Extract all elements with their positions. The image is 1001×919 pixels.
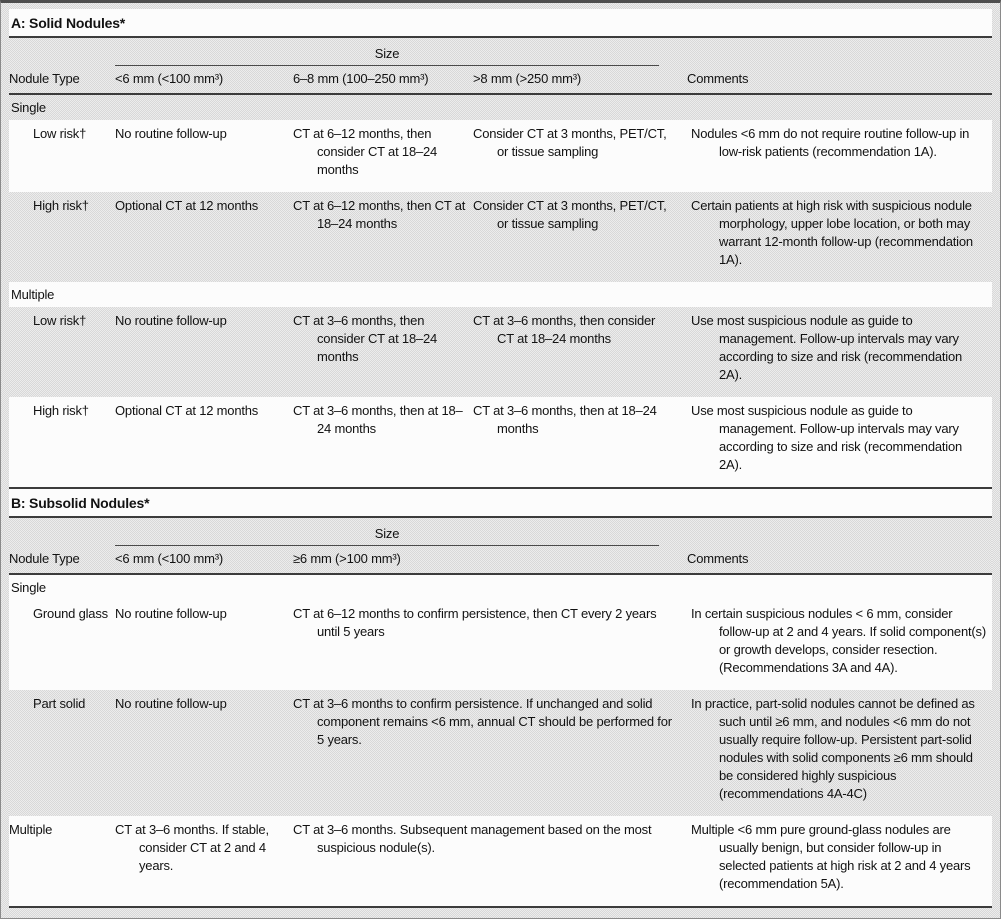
- cell-size-0: No routine follow-up: [115, 126, 227, 141]
- row-label: Multiple: [9, 822, 53, 837]
- size-row-spacer: [9, 525, 115, 546]
- table-header-a-solid-nodules: [9, 38, 992, 95]
- row-label: High risk†: [33, 403, 89, 418]
- column-header-row: [9, 66, 992, 95]
- cell-size-1: CT at 3–6 months to confirm persistence. If unchanged and solid component remains <6 mm, annual CT should be performed for 5 years.: [293, 696, 672, 747]
- cell-comments: In certain suspicious nodules < 6 mm, consider follow-up at 2 and 4 years. If solid component(s) or growth develops, consider resection. (Recommendations 3A and 4A).: [691, 606, 986, 675]
- column-header-size-0: <6 mm (<100 mm³): [115, 71, 224, 86]
- cell-size-1: CT at 6–12 months, then CT at 18–24 months: [293, 198, 466, 231]
- column-header-size-0: <6 mm (<100 mm³): [115, 551, 224, 566]
- size-header-label: Size: [115, 525, 659, 546]
- cell-comments: Certain patients at high risk with suspicious nodule morphology, upper lobe location, or both may warrant 12-month follow-up (recommendation 1A).: [691, 198, 973, 267]
- section-b-subsolid-nodules: [9, 487, 992, 906]
- group-label-single: Single: [9, 95, 992, 120]
- row-single-part-solid: [9, 690, 992, 816]
- table-header-b-subsolid-nodules: [9, 518, 992, 575]
- size-header-row: [9, 518, 992, 546]
- size-header-label: Size: [115, 45, 659, 66]
- cell-size-1: CT at 6–12 months to confirm persistence, then CT every 2 years until 5 years: [293, 606, 657, 639]
- column-header-size-1: ≥6 mm (>100 mm³): [293, 551, 401, 566]
- cell-size-2: CT at 3–6 months, then at 18–24 months: [473, 403, 657, 436]
- column-header-row: [9, 546, 992, 575]
- row-multiple: [9, 816, 992, 906]
- cell-size-2: CT at 3–6 months, then consider CT at 18–24 months: [473, 313, 656, 346]
- cell-size-1: CT at 3–6 months. Subsequent management based on the most suspicious nodule(s).: [293, 822, 652, 855]
- cell-size-0: Optional CT at 12 months: [115, 198, 259, 213]
- row-label: Ground glass: [33, 606, 108, 621]
- column-header-comments: Comments: [687, 551, 749, 566]
- cell-size-1: CT at 6–12 months, then consider CT at 18–24 months: [293, 126, 438, 177]
- cell-size-0: CT at 3–6 months. If stable, consider CT at 2 and 4 years.: [115, 822, 269, 873]
- cell-size-0: No routine follow-up: [115, 696, 227, 711]
- cell-comments: Multiple <6 mm pure ground-glass nodules are usually benign, but consider follow-up in selected patients at high risk at 2 and 4 years (recommendation 5A).: [691, 822, 971, 891]
- cell-size-2: Consider CT at 3 months, PET/CT, or tissue sampling: [473, 198, 667, 231]
- size-row-spacer: [9, 45, 115, 66]
- row-single-ground-glass: [9, 600, 992, 690]
- cell-size-2: Consider CT at 3 months, PET/CT, or tissue sampling: [473, 126, 667, 159]
- row-label: Low risk†: [33, 313, 87, 328]
- section-title-b-subsolid-nodules: B: Subsolid Nodules*: [9, 487, 992, 518]
- row-multiple-high-risk: [9, 397, 992, 487]
- cell-size-0: Optional CT at 12 months: [115, 403, 259, 418]
- cell-comments: Nodules <6 mm do not require routine follow-up in low-risk patients (recommendation 1A).: [691, 126, 970, 159]
- table-bottom-rule: [9, 906, 992, 919]
- cell-size-1: CT at 3–6 months, then at 18–24 months: [293, 403, 463, 436]
- cell-comments: Use most suspicious nodule as guide to management. Follow-up intervals may vary according to size and risk (recommendation 2A).: [691, 313, 963, 382]
- section-a-solid-nodules: [9, 9, 992, 487]
- column-header-nodule-type: Nodule Type: [9, 71, 80, 86]
- row-label: Low risk†: [33, 126, 87, 141]
- column-header-comments: Comments: [687, 71, 749, 86]
- size-header-row: [9, 38, 992, 66]
- section-title-a-solid-nodules: A: Solid Nodules*: [9, 9, 992, 38]
- row-label: Part solid: [33, 696, 86, 711]
- cell-comments: Use most suspicious nodule as guide to management. Follow-up intervals may vary according to size and risk (recommendation 2A).: [691, 403, 963, 472]
- row-label: High risk†: [33, 198, 89, 213]
- column-header-size-2: >8 mm (>250 mm³): [473, 71, 582, 86]
- row-multiple-low-risk: [9, 307, 992, 397]
- column-header-nodule-type: Nodule Type: [9, 551, 80, 566]
- group-label-multiple: Multiple: [9, 282, 992, 307]
- row-single-low-risk: [9, 120, 992, 192]
- group-label-single: Single: [9, 575, 992, 600]
- cell-size-1: CT at 3–6 months, then consider CT at 18–24 months: [293, 313, 438, 364]
- cell-size-0: No routine follow-up: [115, 606, 227, 621]
- cell-size-0: No routine follow-up: [115, 313, 227, 328]
- row-single-high-risk: [9, 192, 992, 282]
- column-header-size-1: 6–8 mm (100–250 mm³): [293, 71, 429, 86]
- cell-comments: In practice, part-solid nodules cannot be defined as such until ≥6 mm, and nodules <6 mm do not usually require follow-up. Persistent part-solid nodules with solid components ≥6 mm should be considered highly suspicious (recommendations 4A-4C): [691, 696, 975, 801]
